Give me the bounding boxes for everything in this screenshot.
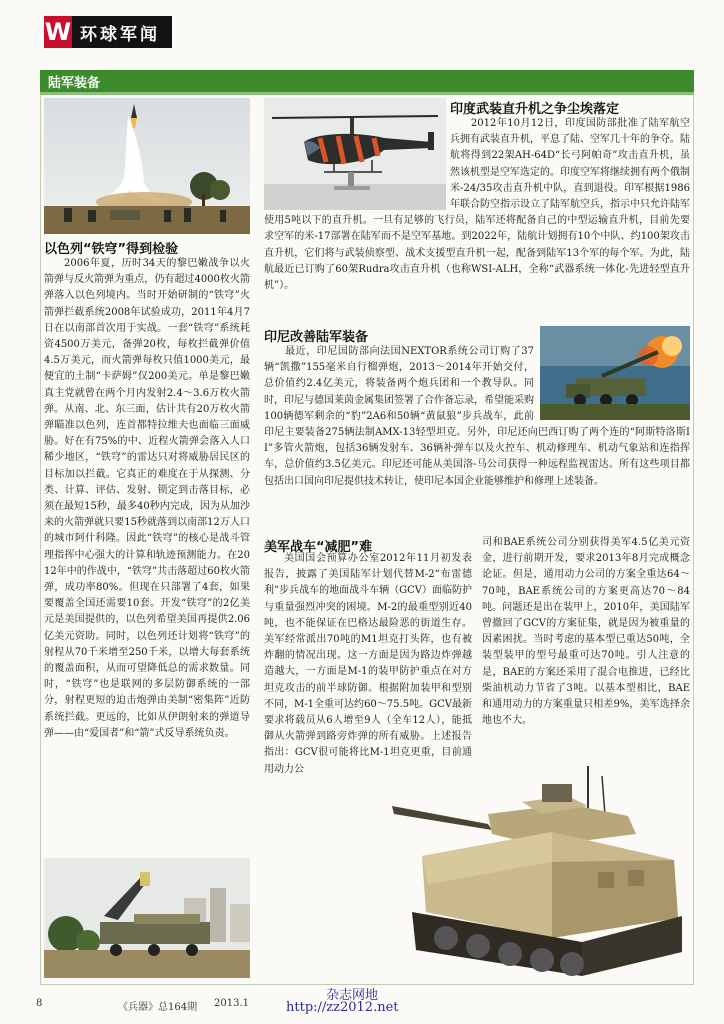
article-iron-dome-body: 2006年夏，历时34天的黎巴嫩战争以火箭弹与反火箭弹为重点，仍有超过4000枚火箭弹落入以色列境内。当时开始研制的“铁穹”火箭弹拦截系统2008年试验成功，2011年4月7日在以南部首次用于实战。一套“铁穹”系统耗资4500万美元，备弹20枚，每枚拦截弹价值4.5万美元，而火箭弹每枚只值1000美元，最便宜的土制“卡萨姆”仅200美元。单是黎巴嫩真主党就曾在两个月内发射2.4～3.6万枚火箭弹。从南、北、东三面，估计共有20万枚火箭弹瞄准以色列，连首都特拉维夫也面临三面威胁。好在有75%的中、近程火箭弹会落入人口稀少地区，“铁穹”的雷达只对将威胁居民区的目标加以拦截。它真正的难度在于从探测、分类、计算、评估、发射、锁定到击落目标，必须在最短15秒，最多40秒内完成，因为从加沙来的火箭弹就只要15秒就落到以南部12万人口的城市阿什科隆。因此“铁穹”的核心是战斗管理指挥中心强大的计算和轨迹预测能力。在2012年中的作战中，“铁穹”共击落超过60枚火箭弹，成功率80%。但现在只部署了4套，如果要覆盖全国还需要10套。开发“铁穹”的2亿美元是美国提供的，以色列希望美国再提供2.06亿美元资助。同时，以色列还计划将“铁穹”的射程从70千米增至250千米，以增大每套系统的覆盖面积，从而可望降低总的需求数量。同时，“铁穹”也是联网的多层防御系统的一部分，射程更短的迫击炮弹由美制“密集阵”近防系统拦截。更远的，比如从伊朗射来的弹道导弹——由“爱国者”和“箭”式反导系统负责。	[44, 258, 250, 739]
article-indonesia-body: 最近，印尼国防部向法国NEXTOR系统公司订购了37辆“凯撒”155毫米自行榴弹炮，2013～2014年开始交付，总价值约2.4亿美元，将装备两个炮兵团和一个教导队。同时，印尼与德国莱茵金属集团签署了合作备忘录，希望能采购100辆德军剩余的“豹”2A6和50辆“黄鼠狼”步兵战车，此前印尼主要装备275辆法制AMX-13轻型坦克。另外，印尼还向巴西订购了两个连的“阿斯特洛斯II”多管火箭炮，包括36辆发射车、36辆补弹车以及火控车、机动修理车、机动气象站和连指挥车，总价值约3.5亿美元。印尼还可能从美国洛-马公司获得一种远程监视雷达。所有这些项目都包括出口国向印尼提供技术转让，使印尼本国企业能够维护和修理上述装备。	[264, 346, 690, 487]
article-gcv-body-col2: 司和BAE系统公司分别获得美军4.5亿美元资金，进行前期开发，要求2013年8月完成概念论证。但是，通用动力公司的方案全重达64～70吨，BAE系统公司的方案更高达70～84吨。问题还是出在装甲上，2010年，美国陆军曾撤回了GCV的方案征集，就是因为被重量的因素困扰。当时考虑的基本型已重达50吨，全装型装甲的型号最重可达70吨。引人注意的是，BAE的方案还采用了混合电推进，已经比柴油机动力节省了3吨。以基本型相比，BAE和通用动力的方案重量只相差9%，美军选择余地也不大。	[482, 537, 690, 727]
section-header: 陆军装备	[40, 70, 694, 92]
masthead-title: 环球军闻	[72, 16, 172, 48]
issue-date: 2013.1	[214, 998, 249, 1009]
article-india-helicopter-body: 2012年10月12日，印度国防部批准了陆军航空兵拥有武装直升机，平息了陆、空军几十年的争夺。陆航将得到22架AH-64D“长弓阿帕奇”攻击直升机，虽然该机型是空军选定的。印度空军将继续拥有两个俄制米-24/35攻击直升机中队，直到退役。印军根据1986年联合防空指示设立了陆军航空兵，指示中只允许陆军使用5吨以下的直升机。一旦有足够的飞行员，陆军还将配备自己的中型运输直升机，目前先要求空军的米-17部署在陆军而不是空军基地。到2022年，陆航计划拥有10个中队、约100架攻击直升机，它们将与武装侦察型、战术支援型直升机一起，配备到陆军13个军的每个军。为此，陆航最近已订购了60架Rudra攻击直升机（也称WSI-ALH，全称“武器系统一体化-先进轻型直升机”）。	[264, 118, 690, 292]
float-spacer	[534, 344, 690, 424]
helicopter-float-spacer	[264, 116, 450, 212]
magazine-issue: 《兵器》总164期	[118, 1002, 198, 1013]
iron-dome-launcher-photo	[44, 858, 250, 978]
section-divider	[40, 92, 694, 95]
watermark-url[interactable]: http://zz2012.net	[286, 1000, 399, 1015]
iron-dome-launch-photo	[44, 98, 250, 234]
frame-right	[693, 95, 694, 985]
watermark-name: 杂志网地	[326, 988, 379, 1003]
article-indonesia-body-frame	[264, 344, 690, 524]
article-indonesia-title: 印尼改善陆军装备	[264, 330, 369, 345]
article-india-helicopter-body-full	[264, 116, 690, 322]
masthead-logo: W	[44, 18, 72, 46]
article-india-helicopter-title: 印度武装直升机之争尘埃落定	[450, 102, 620, 117]
gcv-vehicle-image	[392, 762, 692, 984]
frame-left	[40, 95, 41, 985]
article-gcv-title: 美军战车“减肥”难	[264, 540, 373, 555]
page-number: 8	[36, 998, 43, 1009]
masthead	[44, 16, 172, 48]
article-gcv-body-col1: 美国国会预算办公室2012年11月初发表报告，披露了美国陆军计划代替M-2“布雷德利”步兵战车的地面战斗车辆（GCV）面临防护与重量强烈冲突的困境。M-2的最重型别近40吨，也不能保证在巴格达最险恶的街道生存。美军经常派出70吨的M1坦克打头阵，也有被炸翻的情况出现。这一方面是因为路边炸弹越造越大，一方面是M-1的装甲防护重点在对方坦克攻击的前半球防御。根据附加装甲和型别不同，M-1全重可达约60～75.5吨。GCV最新要求将载员从6人增至9人（全车12人），能抵御从火箭弹到路旁炸弹的所有威胁。上述报告指出：GCV很可能将比M-1坦克更重，目前通用动力公	[264, 553, 472, 775]
article-iron-dome-title: 以色列“铁穹”得到检验	[44, 242, 179, 257]
